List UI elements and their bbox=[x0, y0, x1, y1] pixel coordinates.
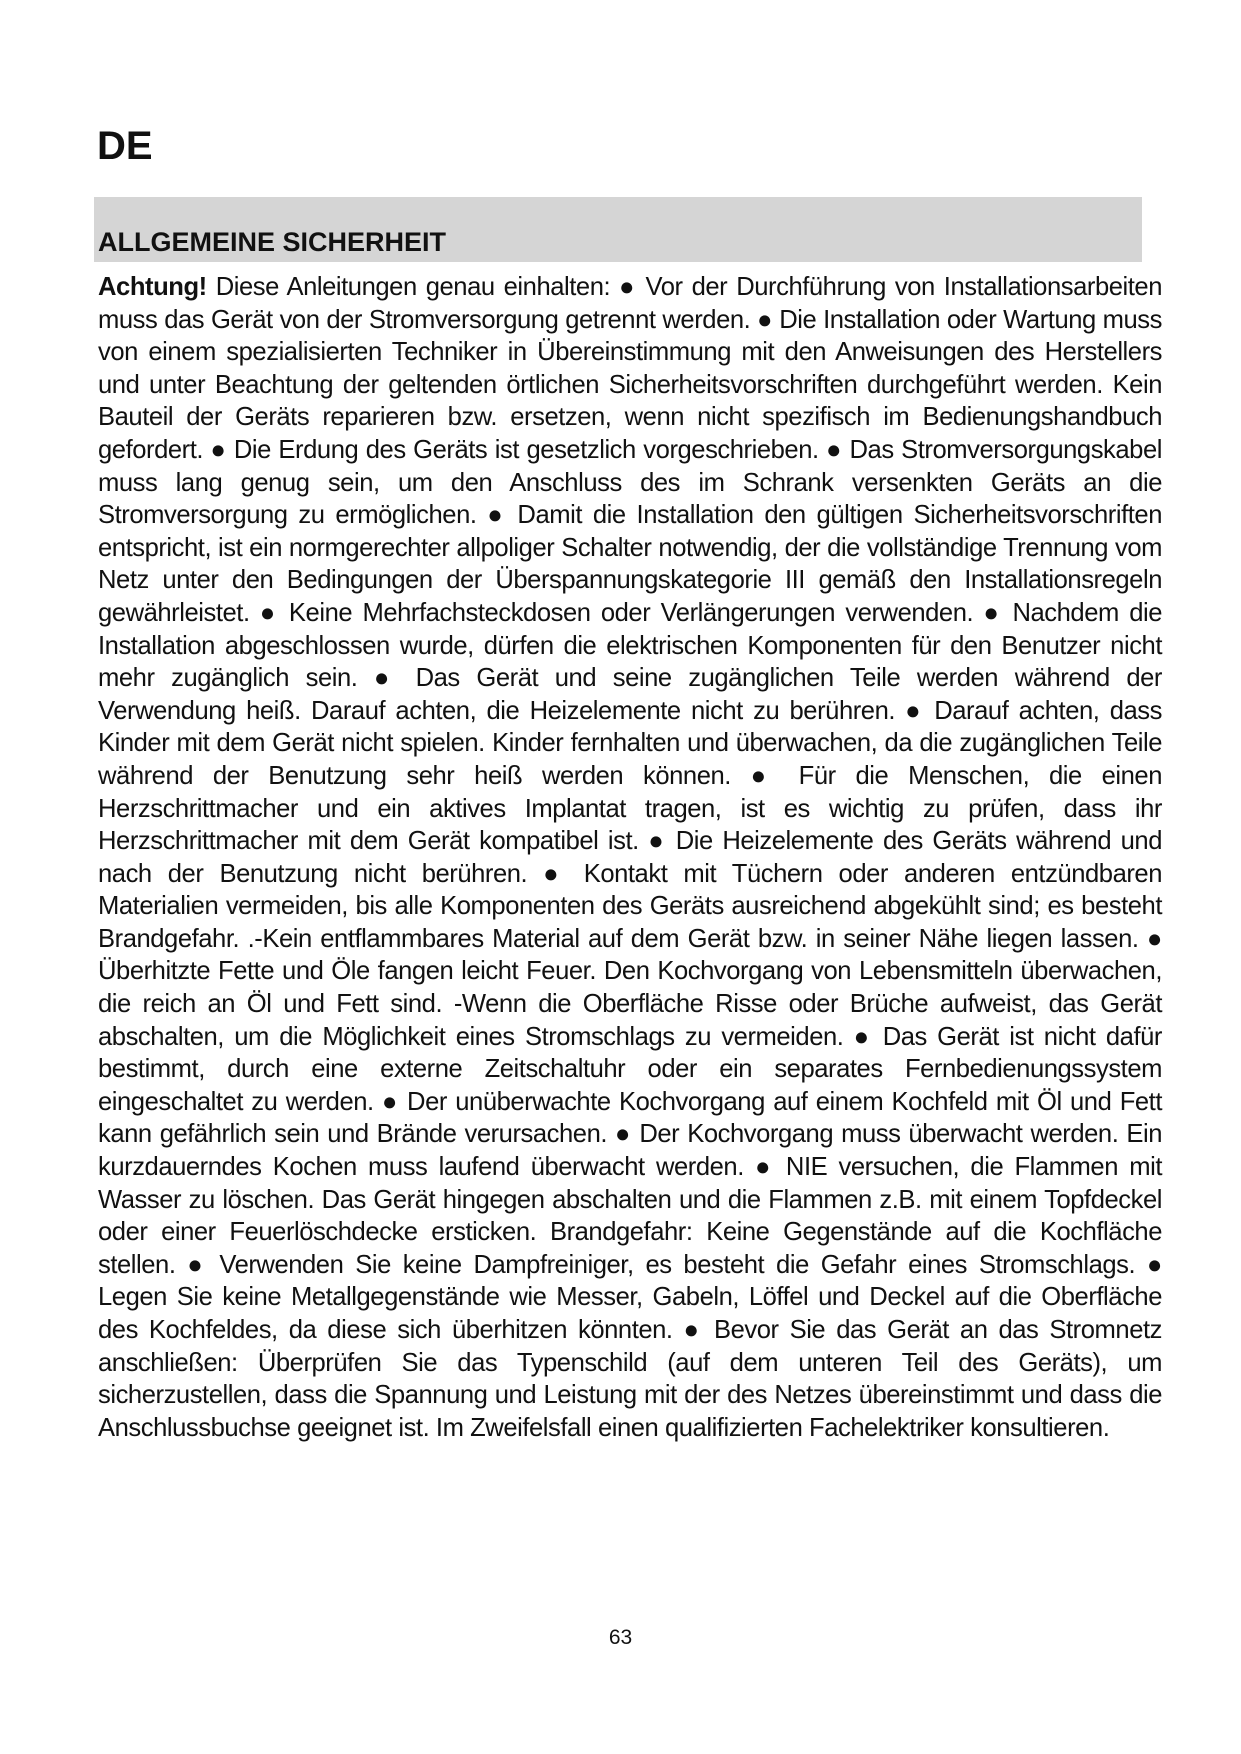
page-number: 63 bbox=[608, 1626, 633, 1649]
section-header-bar bbox=[94, 197, 1142, 262]
warning-lead: Achtung! bbox=[98, 273, 207, 301]
language-code: DE bbox=[97, 124, 153, 168]
safety-instructions-text: Diese Anleitungen genau einhalten: ● Vor der Durchführung von Installationsarbeiten muss das Gerät von der Stromversorgung getrennt werden. ● Die Installation oder Wartung muss von einem spezialisierten Techniker in Übereinstimmung mit den Anweisungen des Herstellers und unter Beachtung der geltenden örtlichen Sicherheitsvorschriften durchgeführt werden. Kein Bauteil der Geräts reparieren bzw. ersetzen, wenn nicht spezifisch im Bedienungshandbuch gefordert. ● Die Erdung des Geräts ist gesetzlich vorgeschrieben. ● Das Stromversorgungskabel muss lang genug sein, um den Anschluss des im Schrank versenkten Geräts an die Stromversorgung zu ermöglichen. ● Damit die Installation den gültigen Sicherheitsvorschriften entspricht, ist ein normgerechter allpoliger Schalter notwendig, der die vollständige Trennung vom Netz unter den Bedingungen der Überspannungskategorie III gemäß den Installationsregeln gewährleistet. ● Keine Mehrfachsteckdosen oder Verlängerungen verwenden. ● Nachdem die Installation abgeschlossen wurde, dürfen die elektrischen Komponenten für den Benutzer nicht mehr zugänglich sein. ● Das Gerät und seine zugänglichen Teile werden während der Verwendung heiß. Darauf achten, die Heizelemente nicht zu berühren. ● Darauf achten, dass Kinder mit dem Gerät nicht spielen. Kinder fernhalten und überwachen, da die zugänglichen Teile während der Benutzung sehr heiß werden können. ● Für die Menschen, die einen Herzschrittmacher und ein aktives Implantat tragen, ist es wichtig zu prüfen, dass ihr Herzschrittmacher mit dem Gerät kompatibel ist. ● Die Heizelemente des Geräts während und nach der Benutzung nicht berühren. ● Kontakt mit Tüchern oder anderen entzündbaren Materialien vermeiden, bis alle Komponenten des Geräts ausreichend abgekühlt sind; es besteht Brandgefahr. .-Kein entflammbares Material auf dem Gerät bzw. in seiner Nähe liegen lassen. ● Überhitzte Fette und Öle fangen leicht Feuer. Den Kochvorgang von Lebensmitteln überwachen, die reich an Öl und Fett sind. -Wenn die Oberfläche Risse oder Brüche aufweist, das Gerät abschalten, um die Möglichkeit eines Stromschlags zu vermeiden. ● Das Gerät ist nicht dafür bestimmt, durch eine externe Zeitschaltuhr oder ein separates Fernbedienungssystem eingeschaltet zu werden. ● Der unüberwachte Kochvorgang auf einem Kochfeld mit Öl und Fett kann gefährlich sein und Brände verursachen. ● Der Kochvorgang muss überwacht werden. Ein kurzdauerndes Kochen muss laufend überwacht werden. ● NIE versuchen, die Flammen mit Wasser zu löschen. Das Gerät hingegen abschalten und die Flammen z.B. mit einem Topfdeckel oder einer Feuerlöschdecke ersticken. Brandgefahr: Keine Gegenstände auf die Kochfläche stellen. ● Verwenden Sie keine Dampfreiniger, es besteht die Gefahr eines Stromschlags. ● Legen Sie keine Metallgegenstände wie Messer, Gabeln, Löffel und Deckel auf die Oberfläche des Kochfeldes, da diese sich überhitzen könnten. ● Bevor Sie das Gerät an das Stromnetz anschließen: Überprüfen Sie das Typenschild (auf dem unteren Teil des Geräts), um sicherzustellen, dass die Spannung und Leistung mit der des Netzes übereinstimmt und dass die Anschlussbuchse geeignet ist. Im Zweifelsfall einen qualifizierten Fachelektriker konsultieren. bbox=[98, 273, 1162, 1442]
safety-instructions-paragraph bbox=[98, 271, 1162, 1444]
section-title: ALLGEMEINE SICHERHEIT bbox=[98, 227, 447, 257]
